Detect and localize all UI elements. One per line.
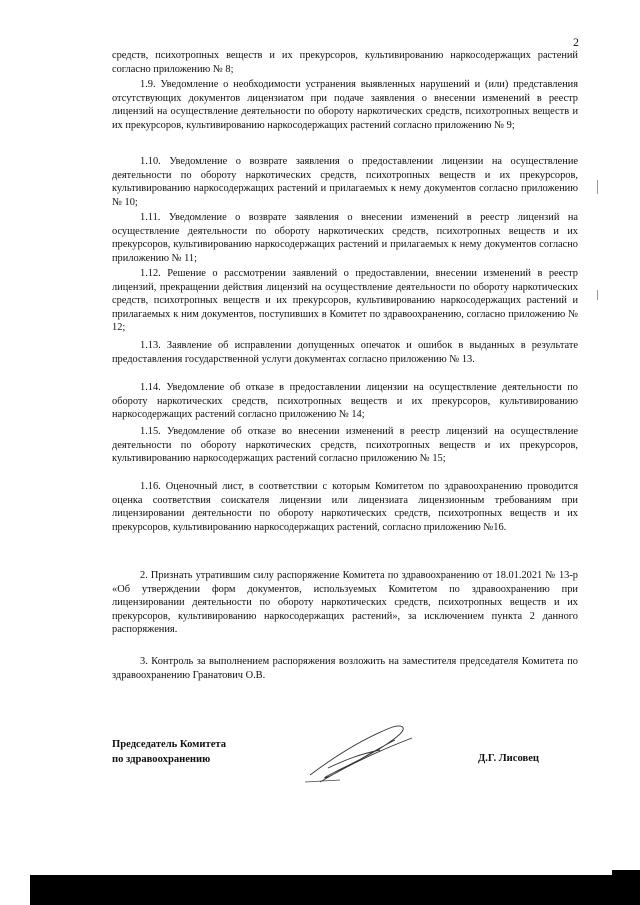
signatory-title (112, 738, 226, 767)
signatory-title-line1: Председатель Комитета (112, 739, 227, 750)
paragraph-3: 3. Контроль за выполнением распоряжения возложить на заместителя председателя Комитета по здравоохранению Гранатович О.В. (112, 656, 578, 681)
paragraph-1-16: 1.16. Оценочный лист, в соответствии с которым Комитетом по здравоохранению проводится оценка соответствия соискателя лицензии или лицензиата лицензионным требованиям при лицензировании деятельности по обороту наркотических средств, психотропных веществ и их прекурсоров, культивированию наркосодержащих растений, согласно приложению №16. (112, 481, 578, 533)
scan-mark (597, 290, 598, 300)
paragraph-1-12: 1.12. Решение о рассмотрении заявлений о предоставлении, внесении изменений в реестр лицензий, прекращении действия лицензий на осуществление деятельности по обороту наркотических средств, психотропных веществ и их прекурсоров, культивированию наркосодержащих растений и прилагаемых к ним документов, поступивших в Комитет по здравоохранению, согласно приложению № 12; (112, 268, 578, 334)
paragraph-1-10: 1.10. Уведомление о возврате заявления о предоставлении лицензии на осуществление деятельности по обороту наркотических средств, психотропных веществ и их прекурсоров, культивированию наркосодержащих растений и прилагаемых к нему документов согласно приложению № 10; (112, 156, 578, 208)
page-number: 2 (573, 35, 579, 49)
scan-border (30, 875, 640, 905)
paragraph-1-8-cont: средств, психотропных веществ и их прекурсоров, культивированию наркосодержащих растений согласно приложению № 8; (112, 50, 578, 75)
paragraph-1-14: 1.14. Уведомление об отказе в предоставлении лицензии на осуществление деятельности по обороту наркотических средств, психотропных веществ и их прекурсоров, культивированию наркосодержащих растений согласно приложению № 14; (112, 382, 578, 421)
signatory-title-line2: по здравоохранению (112, 753, 211, 765)
signatory-name: Д.Г. Лисовец (478, 753, 540, 764)
paragraph-1-11: 1.11. Уведомление о возврате заявления о внесении изменений в реестр лицензий на осуществление деятельности по обороту наркотических средств, психотропных веществ и их прекурсоров, культивированию наркосодержащих растений и прилагаемых к нему документов согласно приложению № 11; (112, 212, 578, 264)
paragraph-2: 2. Признать утратившим силу распоряжение Комитета по здравоохранению от 18.01.2021 № 13-р «Об утверждении форм документов, используемых Комитетом по здравоохранению при лицензировании деятельности по обороту наркотических средств, психотропных веществ и их прекурсоров, культивированию наркосодержащих растений», за исключением пункта 2 данного распоряжения. (112, 570, 578, 636)
handwritten-signature (300, 720, 420, 790)
paragraph-1-13: 1.13. Заявление об исправлении допущенных опечаток и ошибок в выданных в результате предоставления государственной услуги документах согласно приложению № 13. (112, 340, 578, 365)
scan-mark (597, 180, 598, 194)
paragraph-1-9: 1.9. Уведомление о необходимости устранения выявленных нарушений и (или) представления отсутствующих документов лицензиатом при подаче заявления о внесении изменений в реестр лицензий на осуществление деятельности по обороту наркотических средств, психотропных веществ и их прекурсоров, культивированию наркосодержащих растений согласно приложению № 9; (112, 79, 578, 131)
paragraph-1-15: 1.15. Уведомление об отказе во внесении изменений в реестр лицензий на осуществление деятельности по обороту наркотических средств, психотропных веществ и их прекурсоров, культивированию наркосодержащих растений согласно приложению № 15; (112, 426, 578, 465)
scan-border-edge (612, 870, 640, 905)
